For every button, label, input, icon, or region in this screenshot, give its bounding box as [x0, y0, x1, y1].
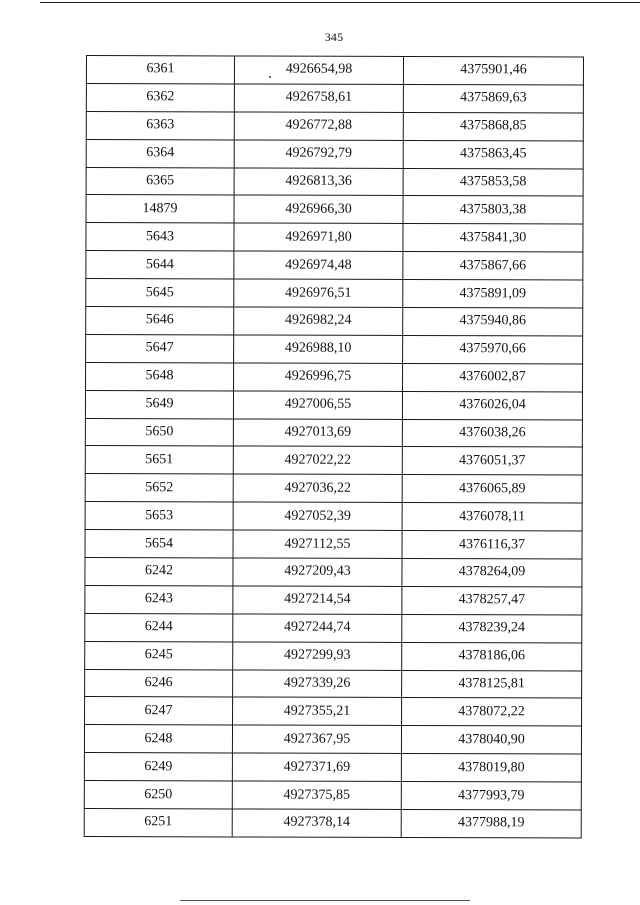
x-coordinate-cell: 4926758,61 — [234, 84, 403, 112]
y-coordinate-cell: 4376026,04 — [402, 391, 582, 419]
x-coordinate-cell: 4926971,80 — [234, 223, 403, 251]
x-coordinate-cell: 4927371,69 — [232, 753, 401, 781]
table-row — [84, 809, 581, 838]
x-coordinate-cell: 4927112,55 — [233, 530, 402, 558]
point-number-cell: 6365 — [86, 167, 234, 195]
scan-edge-top — [40, 2, 640, 3]
table-row — [85, 697, 582, 726]
y-coordinate-cell: 4375940,86 — [403, 307, 583, 335]
table-row — [86, 111, 583, 140]
x-coordinate-cell: 4927378,14 — [232, 809, 401, 837]
table-row — [86, 139, 583, 168]
y-coordinate-cell: 4378257,47 — [402, 586, 582, 614]
x-coordinate-cell: 4927299,93 — [233, 642, 402, 670]
table-row — [85, 502, 582, 531]
y-coordinate-cell: 4377993,79 — [401, 782, 581, 810]
point-number-cell: 6246 — [85, 669, 233, 697]
y-coordinate-cell: 4377988,19 — [401, 809, 581, 837]
table-row — [86, 279, 583, 308]
x-coordinate-cell: 4926996,75 — [234, 363, 403, 391]
point-number-cell: 14879 — [86, 195, 234, 223]
point-number-cell: 6244 — [85, 613, 233, 641]
point-number-cell: 5652 — [85, 474, 233, 502]
table-row — [86, 83, 583, 112]
y-coordinate-cell: 4378040,90 — [401, 726, 581, 754]
y-coordinate-cell: 4375868,85 — [403, 112, 583, 140]
point-number-cell: 5643 — [86, 223, 234, 251]
point-number-cell: 5650 — [85, 418, 233, 446]
point-number-cell: 5651 — [85, 446, 233, 474]
table-row — [85, 530, 582, 559]
x-coordinate-cell: 4927214,54 — [233, 586, 402, 614]
y-coordinate-cell: 4376116,37 — [402, 531, 582, 559]
y-coordinate-cell: 4375863,45 — [403, 140, 583, 168]
table-row — [86, 307, 583, 336]
y-coordinate-cell: 4375891,09 — [403, 280, 583, 308]
table-row — [85, 641, 582, 670]
x-coordinate-cell: 4927339,26 — [233, 670, 402, 698]
y-coordinate-cell: 4375869,63 — [403, 84, 583, 112]
x-coordinate-cell: 4927244,74 — [233, 614, 402, 642]
x-coordinate-cell: 4927052,39 — [233, 502, 402, 530]
table-row — [86, 362, 583, 391]
x-coordinate-cell: 4927022,22 — [233, 446, 402, 474]
y-coordinate-cell: 4378239,24 — [402, 614, 582, 642]
x-coordinate-cell: 4926792,79 — [234, 140, 403, 168]
y-coordinate-cell: 4375901,46 — [403, 56, 583, 84]
point-number-cell: 6249 — [84, 753, 232, 781]
y-coordinate-cell: 4375853,58 — [403, 168, 583, 196]
y-coordinate-cell: 4378019,80 — [401, 754, 581, 782]
table-row — [85, 558, 582, 587]
point-number-cell: 5654 — [85, 530, 233, 558]
y-coordinate-cell: 4375803,38 — [403, 196, 583, 224]
point-number-cell: 6245 — [85, 641, 233, 669]
table-row — [86, 334, 583, 363]
table-row — [85, 613, 582, 642]
point-number-cell: 5644 — [86, 251, 234, 279]
y-coordinate-cell: 4378186,06 — [402, 642, 582, 670]
x-coordinate-cell: 4926982,24 — [234, 307, 403, 335]
point-number-cell: 6243 — [85, 585, 233, 613]
table-row — [85, 585, 582, 614]
table-row — [85, 446, 582, 475]
point-number-cell: 6250 — [84, 781, 232, 809]
point-number-cell: 6242 — [85, 558, 233, 586]
point-number-cell: 5648 — [86, 362, 234, 390]
point-number-cell: 5647 — [86, 334, 234, 362]
y-coordinate-cell: 4378125,81 — [402, 670, 582, 698]
x-coordinate-cell: 4926976,51 — [234, 279, 403, 307]
x-coordinate-cell: 4927375,85 — [232, 781, 401, 809]
y-coordinate-cell: 4376002,87 — [403, 363, 583, 391]
x-coordinate-cell: 4927367,95 — [232, 725, 401, 753]
point-number-cell: 6251 — [84, 809, 232, 837]
coordinates-table-body — [84, 56, 583, 838]
y-coordinate-cell: 4378072,22 — [402, 698, 582, 726]
table-row — [84, 725, 581, 754]
y-coordinate-cell: 4375970,66 — [403, 335, 583, 363]
table-row — [84, 781, 581, 810]
table-row — [86, 251, 583, 280]
table-row — [86, 223, 583, 252]
table-row — [85, 474, 582, 503]
x-coordinate-cell: 4927006,55 — [233, 391, 402, 419]
table-row — [85, 669, 582, 698]
scan-edge-bottom — [180, 900, 470, 901]
table-row — [85, 390, 582, 419]
point-number-cell: 5646 — [86, 307, 234, 335]
page-number: 345 — [324, 30, 344, 44]
y-coordinate-cell: 4378264,09 — [402, 558, 582, 586]
x-coordinate-cell: 4927355,21 — [233, 697, 402, 725]
point-number-cell: 6362 — [86, 83, 234, 111]
coordinates-table — [84, 55, 584, 838]
x-coordinate-cell: 4926988,10 — [234, 335, 403, 363]
y-coordinate-cell: 4376078,11 — [402, 503, 582, 531]
y-coordinate-cell: 4375841,30 — [403, 224, 583, 252]
x-coordinate-cell: 4926974,48 — [234, 251, 403, 279]
point-number-cell: 5645 — [86, 279, 234, 307]
table-row — [86, 195, 583, 224]
x-coordinate-cell: 4926813,36 — [234, 168, 403, 196]
scan-speck — [269, 76, 271, 78]
table-row — [85, 418, 582, 447]
table-row — [84, 753, 581, 782]
x-coordinate-cell: 4926772,88 — [234, 112, 403, 140]
x-coordinate-cell: 4927013,69 — [233, 419, 402, 447]
point-number-cell: 6247 — [85, 697, 233, 725]
point-number-cell: 5649 — [85, 390, 233, 418]
y-coordinate-cell: 4376065,89 — [402, 475, 582, 503]
point-number-cell: 6364 — [86, 139, 234, 167]
table-row — [86, 56, 583, 85]
x-coordinate-cell: 4927209,43 — [233, 558, 402, 586]
y-coordinate-cell: 4376051,37 — [402, 447, 582, 475]
y-coordinate-cell: 4376038,26 — [402, 419, 582, 447]
x-coordinate-cell: 4926654,98 — [234, 56, 403, 84]
point-number-cell: 5653 — [85, 502, 233, 530]
point-number-cell: 6248 — [84, 725, 232, 753]
y-coordinate-cell: 4375867,66 — [403, 252, 583, 280]
point-number-cell: 6363 — [86, 111, 234, 139]
x-coordinate-cell: 4926966,30 — [234, 195, 403, 223]
point-number-cell: 6361 — [86, 56, 234, 84]
x-coordinate-cell: 4927036,22 — [233, 474, 402, 502]
table-row — [86, 167, 583, 196]
